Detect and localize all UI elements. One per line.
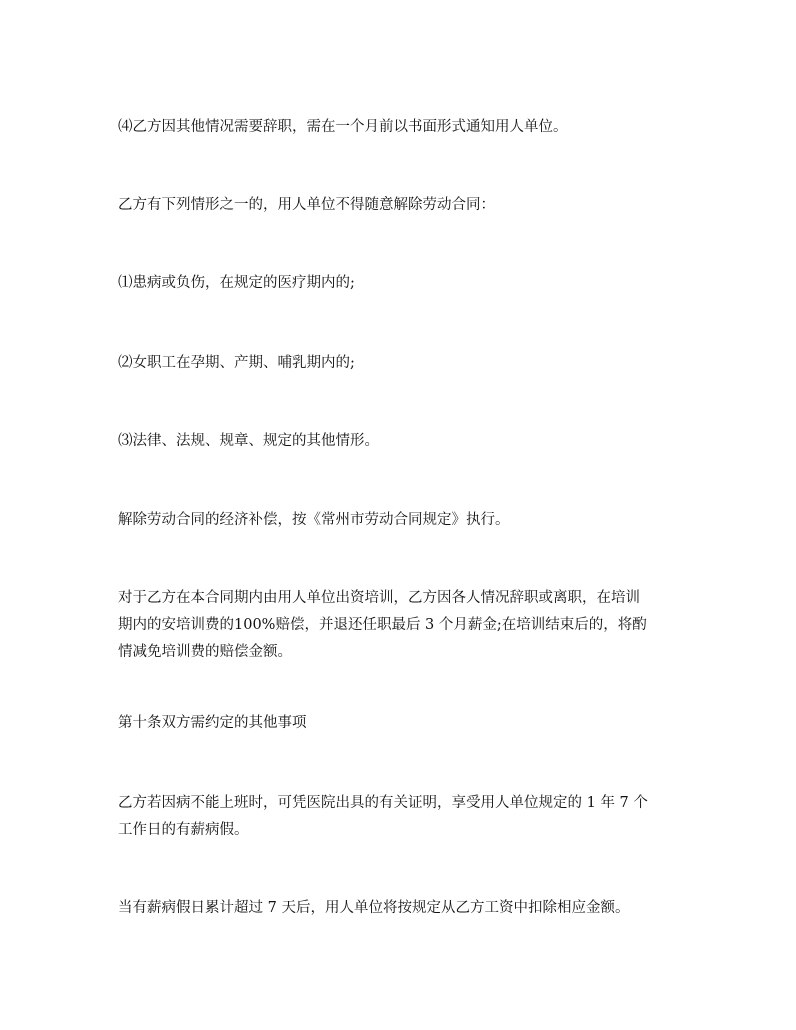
text-line: 对于乙方在本合同期内由用人单位出资培训，乙方因各人情况辞职或离职，在培训 [118, 590, 640, 606]
text-line: ⑷乙方因其他情况需要辞职，需在一个月前以书面形式通知用人单位。 [118, 119, 568, 135]
paragraph-no-termination-intro [118, 192, 688, 219]
paragraph-article-ten-heading [118, 710, 688, 737]
text-line: 第十条双方需约定的其他事项 [118, 715, 307, 731]
paragraph-legal-item [118, 428, 688, 455]
text-line: 期内的安培训费的100%赔偿，并退还任职最后 3 个月薪金;在培训结束后的，将酌 [118, 617, 647, 633]
text-line: ⑴患病或负伤，在规定的医疗期内的; [118, 275, 355, 291]
text-line: 当有薪病假日累计超过 7 天后，用人单位将按规定从乙方工资中扣除相应金额。 [118, 900, 630, 916]
paragraph-pregnancy-item [118, 350, 688, 377]
text-line: 乙方若因病不能上班时，可凭医院出具的有关证明，享受用人单位规定的 1 年 7 个 [118, 795, 648, 811]
paragraph-sick-leave [118, 790, 688, 844]
paragraph-compensation [118, 507, 688, 534]
text-line: 工作日的有薪病假。 [118, 822, 249, 838]
paragraph-training-cost [118, 585, 688, 666]
paragraph-illness-item [118, 270, 688, 297]
text-line: ⑶法律、法规、规章、规定的其他情形。 [118, 433, 379, 449]
text-line: 乙方有下列情形之一的，用人单位不得随意解除劳动合同： [118, 197, 495, 213]
text-line: 解除劳动合同的经济补偿，按《常州市劳动合同规定》执行。 [118, 512, 510, 528]
paragraph-sick-leave-deduction [118, 895, 688, 922]
text-line: 情减免培训费的赔偿金额。 [118, 644, 292, 660]
paragraph-resignation-notice [118, 114, 688, 141]
text-line: ⑵女职工在孕期、产期、哺乳期内的; [118, 355, 355, 371]
